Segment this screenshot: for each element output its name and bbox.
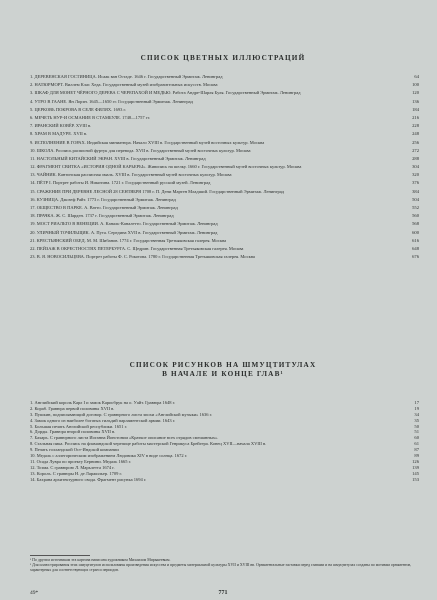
list-item-text: 5. ЦЕРКОВЬ ПОКРОВА В СЕЛЕ ФИЛЯХ. 1693 г. xyxy=(30,106,126,112)
list-item xyxy=(30,221,419,227)
list-item xyxy=(30,172,419,178)
list-item-page: 304 xyxy=(412,164,419,170)
list-item xyxy=(30,213,419,219)
list-item xyxy=(30,246,419,252)
list-item-text: 17. ОБЩЕСТВО В ПАРКЕ. А. Ватто. Государственный Эрмитаж. Ленинград xyxy=(30,205,178,210)
footnote-2: ¹ Для иллюстрирования этих шмуцтитулов использованы произведения искусства и предметы материальной культуры XVII и XVIII вв. Орнаментальные заставки перед главами и на шмуцтитулах созданы по мотивам орнаментов, характерных для соответствующих стран и периодов. xyxy=(30,562,412,572)
list-item-text: 2. Кораб. Гравюра первой половины XVII в. xyxy=(30,405,115,411)
list-item-text: 9. Печать голландской Ост-Индской компании xyxy=(30,447,119,453)
list-item-page: 216 xyxy=(412,114,419,120)
section-title-chapter-drawings xyxy=(30,361,416,379)
list-item-page: 288 xyxy=(412,155,419,161)
list-item-text: 14. Бахрана архитектурного свода. Фрагмент рисунка 1694 г. xyxy=(30,476,147,482)
list-item xyxy=(30,254,419,260)
list-item-text: 10. Медаль с аллегорическим изображением Людовика XIV в виде солнца. 1672 г. xyxy=(30,453,188,459)
footnote-rule xyxy=(30,555,90,556)
list-item-page: 60 xyxy=(414,435,419,441)
list-item-text: 13. ЧАЙНИК. Кантонская расписная эмаль. XVIII в. Государственный музей восточных культур. Москва xyxy=(30,172,232,178)
list-item-page: 89 xyxy=(414,453,419,459)
list-item-page: 35 xyxy=(414,417,419,423)
list-item-page: 61 xyxy=(414,441,419,447)
chapter-drawings-list xyxy=(30,400,419,482)
list-item xyxy=(30,238,419,244)
list-item xyxy=(30,453,419,459)
list-item-text: 6. МЕЧЕТЬ НУР-И ОСМАНИЕ В СТАМБУЛЕ. 1748—1757 гг. xyxy=(30,114,151,120)
list-item-page: 100 xyxy=(412,82,419,88)
list-item-page: 145 xyxy=(412,470,419,476)
list-item-text: 19. МОСТ РИАЛЬТО В ВЕНЕЦИИ. А. Каналь-Каналетто. Государственный Эрмитаж. Ленинград xyxy=(30,221,218,227)
list-item-page: 560 xyxy=(412,213,419,219)
list-item-page: 568 xyxy=(412,221,419,227)
list-item xyxy=(30,74,419,80)
list-item-text: 12. Тоэма. С гравюрою Л. Марьлетта 1674 г. xyxy=(30,464,115,470)
list-item-page: 87 xyxy=(414,447,419,453)
list-item-text: 9. ИСПОЛНЕНИЕ В ГОРАХ. Индийская миниатюра. Начало XVIII в. Государственный музей восточных культур. Москва xyxy=(30,139,265,145)
list-item-text: 8. Стальная пика. Роспись на фламандской черепице работы мастерской Генрикуса Брейгера. Конец XVII—начала XVIII в. xyxy=(30,441,267,447)
list-item-text: 1. ДЕРЕВЕНСКАЯ ГОСТИНИЦА. Исаак ван Остаде. 1646 г. Государственный Эрмитаж. Ленинград xyxy=(30,74,223,79)
list-item xyxy=(30,418,419,424)
list-item xyxy=(30,435,419,441)
list-item-page: 17 xyxy=(414,400,419,405)
section-title-line-2: В НАЧАЛЕ И КОНЦЕ ГЛАВ¹ xyxy=(162,370,284,378)
list-item-page: 153 xyxy=(412,476,419,482)
list-item-page: 384 xyxy=(412,188,419,194)
list-item-page: 136 xyxy=(412,98,419,104)
list-item xyxy=(30,123,419,129)
section-title-line-1: СПИСОК РИСУНКОВ НА ШМУЦТИТУЛАХ xyxy=(129,361,317,369)
list-item xyxy=(30,205,419,211)
list-item xyxy=(30,471,419,477)
page-number: 771 xyxy=(218,590,228,596)
list-item xyxy=(30,459,419,465)
footnotes xyxy=(30,555,416,572)
list-item-page: 616 xyxy=(412,237,419,243)
list-item xyxy=(30,115,419,121)
footnote-1: ¹ По другим источникам эта картина написана художником Михаилом Мирыкеевым. xyxy=(30,558,171,562)
list-item xyxy=(30,465,419,471)
list-item-page: 256 xyxy=(412,139,419,145)
list-item-text: 22. ПЕЙЗАЖ В ОКРЕСТНОСТЯХ ПЕТЕРБУРГА. С. Щедрин. Государственная Третьяковская галерея. Москва xyxy=(30,245,244,251)
list-item xyxy=(30,90,419,96)
list-item-page: 272 xyxy=(412,147,419,153)
list-item-page: 139 xyxy=(412,464,419,470)
list-item-text: 11. Осада Лувра по проекту Бернини. Медаль 1665 г. xyxy=(30,458,132,464)
list-item xyxy=(30,156,419,162)
list-item-page: 34 xyxy=(414,411,419,417)
list-item xyxy=(30,140,419,146)
list-item-page: 600 xyxy=(412,229,419,235)
color-illustrations-list xyxy=(30,74,419,262)
list-item-text: 7. Бахарь. С гравюрного листа Иоганна Йонстонии «Краткое описание всех отрядов смешанных». xyxy=(30,435,219,441)
list-item-text: 15. СРАЖЕНИЕ ПРИ ДЕРЕВНЕ ЛЕСНОЙ 28 СЕНТЯБРЯ 1708 г. П. Дени Мартен Младший. Государственный Эрмитаж. Ленинград xyxy=(30,188,285,194)
list-item-text: 18. ПРАЧКА. Ж. С. Шарден. 1737 г. Государственный Эрмитаж. Ленинград xyxy=(30,213,174,219)
list-item xyxy=(30,441,419,447)
list-item-text: 23. В. Я. НОВОСИЛЬЦЕВА. Портрет работы Ф. С. Рокотова. 1780 г. Государственная Третьяковская галерея. Москва xyxy=(30,254,255,260)
list-item-page: 64 xyxy=(414,74,419,79)
list-item-page: 50 xyxy=(414,423,419,429)
list-item-page: 376 xyxy=(412,180,419,186)
list-item-page: 504 xyxy=(412,196,419,202)
list-item xyxy=(30,477,419,483)
list-item xyxy=(30,189,419,195)
list-item xyxy=(30,230,419,236)
list-item-text: 14. ПЁТР I. Портрет работы И. Никитина. 1721 г. Государственный русский музей. Ленинград xyxy=(30,180,211,186)
list-item xyxy=(30,164,419,170)
list-item-text: 16. КУЗНИЦА. Джозеф Райт. 1773 г. Государственный Эрмитаж. Ленинград xyxy=(30,196,176,202)
list-item-page: 228 xyxy=(412,123,419,129)
list-item-text: 20. УЛИЧНЫЙ ТОЧИЛЬЩИК. А. Пута. Середина XVII в. Государственный Эрмитаж. Ленинград xyxy=(30,229,218,235)
list-item-text: 11. НАСТОЛЬНЫЙ КИТАЙСКИЙ ЭКРАН. XVIII в. Государственный Эрмитаж. Ленинград xyxy=(30,155,206,161)
list-item-page: 320 xyxy=(412,172,419,178)
list-item-text: 2. НАТЮРМОРТ. Виллем Клас Хеда. Государственный музей изобразительных искусств. Москва xyxy=(30,82,218,88)
list-item-page: 120 xyxy=(412,90,419,96)
list-item-text: 1. Английский король Карл I и замок Карисбрук на о. Уайт. Гравюра 1648 г. xyxy=(30,400,176,405)
page-footer xyxy=(30,590,416,600)
list-item xyxy=(30,180,419,186)
list-item xyxy=(30,424,419,430)
list-item xyxy=(30,82,419,88)
list-item-page: 552 xyxy=(412,205,419,210)
list-item-page: 51 xyxy=(414,429,419,435)
list-item-text: 12. ФРАГМЕНТ СВИТКА «ИСТОРИЯ ОДНОЙ КАРЬЕРЫ». Живопись на шелку. 1660 г. Государственный музей восточных культур. Москва xyxy=(30,164,302,170)
list-item-page: 184 xyxy=(412,106,419,112)
list-item xyxy=(30,107,419,113)
list-item-text: 13. Король. С гравюры Н. де Ларжильер. 1709 г. xyxy=(30,470,122,476)
list-item-text: 5. Большая печать Английской республики. 1651 г. xyxy=(30,423,128,429)
list-item xyxy=(30,99,419,105)
list-item xyxy=(30,447,419,453)
list-item-page: 676 xyxy=(412,254,419,260)
list-item xyxy=(30,400,419,406)
list-item-text: 10. ШКОЛА. Роспись расписной фуртук для перевода. XVII в. Государственный музей восточных культур. Москва xyxy=(30,147,251,153)
list-item-text: 8. ХРАМ В МАДУРЕ. XVII в. xyxy=(30,131,88,137)
list-item-text: 21. КРЕСТЬЯНСКИЙ ОБЕД. М. М. Шибанов. 1774 г. Государственная Третьяковская галерея. Москва xyxy=(30,237,227,243)
printer-signature: 49* xyxy=(30,590,39,596)
list-item-text: 3. ШКАФ ДЛЯ МОНЕТ ЧЁРНОГО ДЕРЕВА С ЧЕРЕПАХОЙ И МЕДЬЮ. Работа Андре-Шарля Буля. Государственный Эрмитаж. Ленинград xyxy=(30,90,301,96)
list-item xyxy=(30,197,419,203)
list-item-text: 4. Замок одного из наиболее богатых гильдий парламентской армии. 1643 г. xyxy=(30,417,176,423)
list-item xyxy=(30,148,419,154)
list-item-text: 7. ИРАНСКИЙ КОВЁР. XVIII в. xyxy=(30,123,92,129)
list-item-text: 3. Пушкин, подписывающий договор. С гравюрного листа эпохи «Английской музыки» 1636 г. xyxy=(30,411,213,417)
list-item-page: 248 xyxy=(412,131,419,137)
section-title-color-illustrations: СПИСОК ЦВЕТНЫХ ИЛЛЮСТРАЦИЙ xyxy=(140,54,306,62)
list-item xyxy=(30,131,419,137)
list-item-page: 126 xyxy=(412,458,419,464)
list-item-page: 19 xyxy=(414,405,419,411)
list-item xyxy=(30,429,419,435)
list-item xyxy=(30,406,419,412)
list-item xyxy=(30,412,419,418)
list-item-page: 648 xyxy=(412,245,419,251)
list-item-text: 4. УТРО В ГААНЕ. Ян Лорэн. 1645—1650 гг. Государственный Эрмитаж. Ленинград xyxy=(30,98,193,104)
list-item-text: 6. Дорды. Гравюра второй половины XVII в. xyxy=(30,429,116,435)
